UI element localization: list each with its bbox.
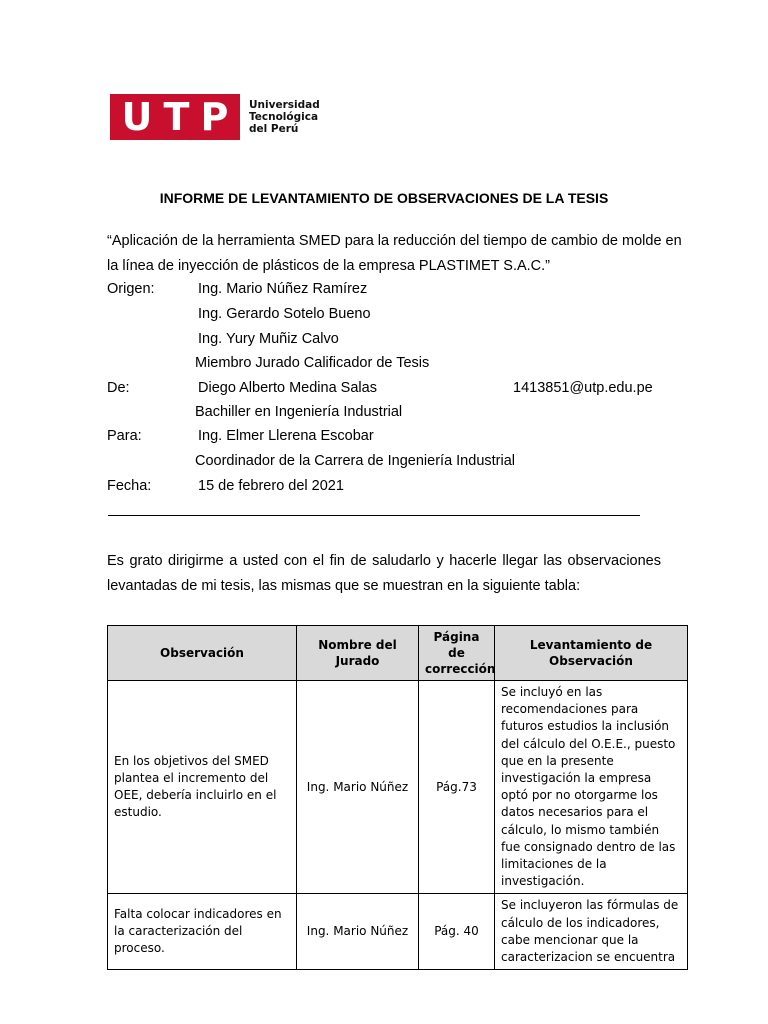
cell-observacion: En los objetivos del SMED plantea el incremento del OEE, debería incluirlo en el estudio. xyxy=(108,681,297,894)
thesis-title-line-2: la línea de inyección de plásticos de la empresa PLASTIMET S.A.C.” xyxy=(107,258,551,274)
logo-wordmark xyxy=(249,99,320,135)
thesis-title-line-1: “Aplicación de la herramienta SMED para la reducción del tiempo de cambio de molde en xyxy=(107,233,682,249)
de-label: De: xyxy=(107,380,130,396)
logo-mark xyxy=(110,94,240,140)
de-email: 1413851@utp.edu.pe xyxy=(513,380,653,396)
intro-paragraph: Es grato dirigirme a usted con el fin de saludarlo y hacerle llegar las observaciones levantadas de mi tesis, las mismas que se muestran en la siguiente tabla: xyxy=(107,553,661,594)
cell-pagina: Pág. 40 xyxy=(419,894,495,970)
logo-letter-u: U xyxy=(121,95,153,139)
cell-levantamiento: Se incluyeron las fórmulas de cálculo de los indicadores, cabe mencionar que la caracterizacion se encuentra xyxy=(495,894,688,970)
cell-jurado: Ing. Mario Núñez xyxy=(297,681,419,894)
logo-letter-t: T xyxy=(163,95,190,139)
header-levantamiento: Levantamiento de Observación xyxy=(495,626,688,681)
cell-pagina: Pág.73 xyxy=(419,681,495,894)
cell-jurado: Ing. Mario Núñez xyxy=(297,894,419,970)
header-jurado: Nombre del Jurado xyxy=(297,626,419,681)
para-name: Ing. Elmer Llerena Escobar xyxy=(198,428,374,444)
table-row xyxy=(108,894,688,970)
logo-letter-p: P xyxy=(200,95,229,139)
logo-line-3: del Perú xyxy=(249,123,299,135)
cell-observacion: Falta colocar indicadores en la caracterización del proceso. xyxy=(108,894,297,970)
document-title: INFORME DE LEVANTAMIENTO DE OBSERVACIONES DE LA TESIS xyxy=(159,190,609,206)
observations-table xyxy=(107,625,688,970)
logo-line-1: Universidad xyxy=(249,99,320,111)
origen-name-1: Ing. Mario Núñez Ramírez xyxy=(198,281,368,297)
de-name: Diego Alberto Medina Salas xyxy=(198,380,377,396)
de-role: Bachiller en Ingeniería Industrial xyxy=(195,404,403,420)
origen-name-3: Ing. Yury Muñiz Calvo xyxy=(198,331,339,347)
origen-role: Miembro Jurado Calificador de Tesis xyxy=(195,355,430,371)
table-row xyxy=(108,681,688,894)
fecha-value: 15 de febrero del 2021 xyxy=(198,478,344,494)
header-observacion: Observación xyxy=(108,626,297,681)
para-role: Coordinador de la Carrera de Ingeniería Industrial xyxy=(195,453,515,469)
origen-name-2: Ing. Gerardo Sotelo Bueno xyxy=(198,306,371,322)
utp-logo xyxy=(110,94,320,140)
origen-label: Origen: xyxy=(107,281,155,297)
header-pagina: Página de corrección xyxy=(419,626,495,681)
cell-levantamiento: Se incluyó en las recomendaciones para futuros estudios la inclusión del cálculo del O.E.E., puesto que en la presente investigación la empresa optó por no otorgarme los datos necesarios para el cálculo, lo mismo también fue consignado dentro de las limitaciones de la investigación. xyxy=(495,681,688,894)
separator-line xyxy=(108,515,640,516)
para-label: Para: xyxy=(107,428,142,444)
table-header-row xyxy=(108,626,688,681)
fecha-label: Fecha: xyxy=(107,478,152,494)
logo-line-2: Tecnológica xyxy=(249,111,319,123)
